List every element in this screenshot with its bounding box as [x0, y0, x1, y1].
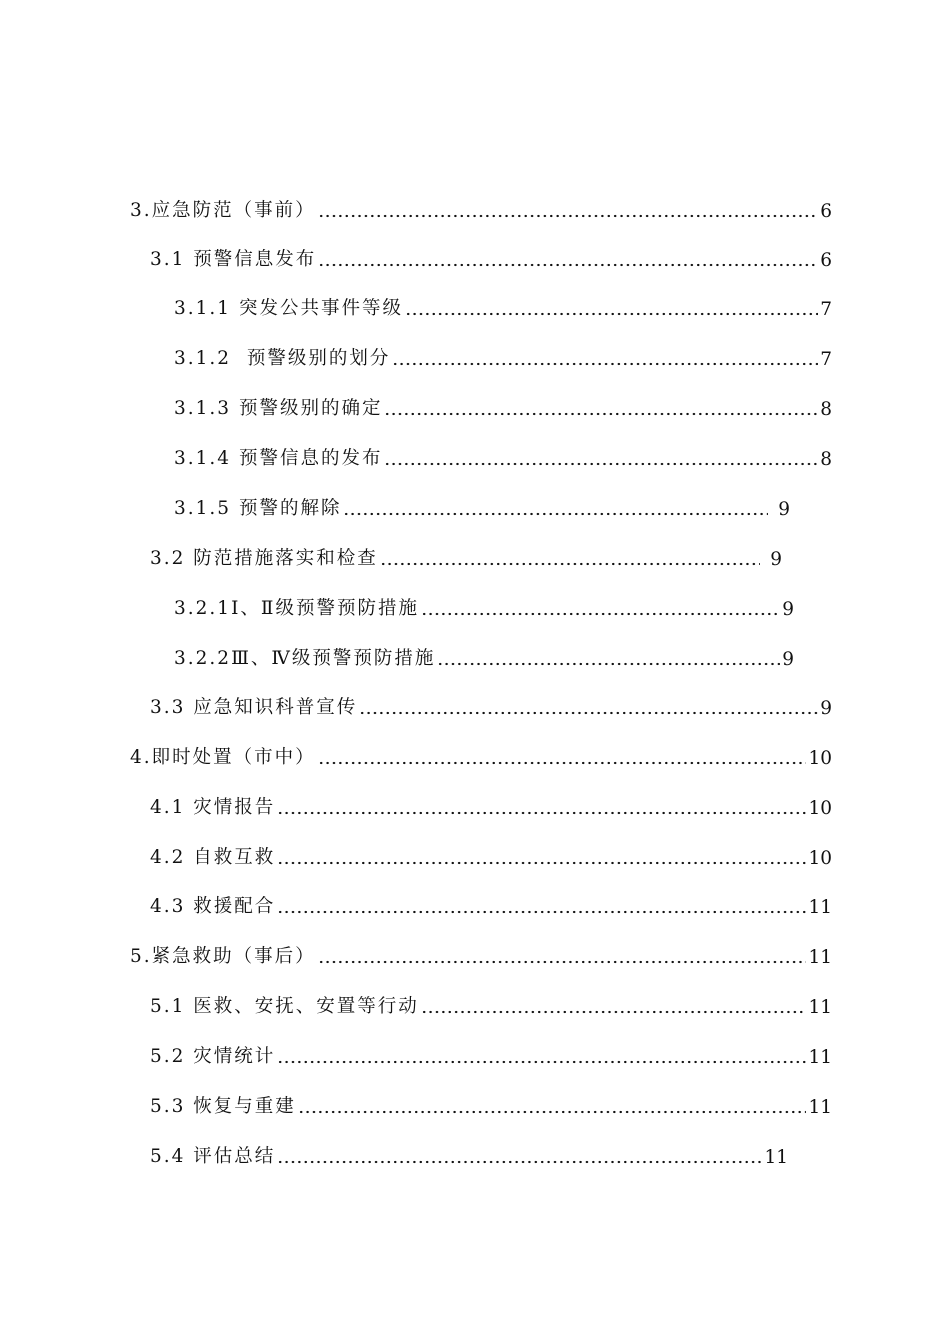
dot-leader: [318, 214, 819, 218]
toc-entry-label: 5.4 评估总结: [150, 1146, 276, 1167]
toc-entry-page: 11: [808, 997, 832, 1018]
toc-entry-label: 3.1.1 突发公共事件等级: [174, 298, 403, 319]
toc-entry[interactable]: [130, 936, 832, 968]
toc-entry-page: 10: [808, 798, 832, 819]
toc-entry-page: 7: [820, 299, 832, 320]
toc-entry[interactable]: [174, 488, 790, 520]
toc-entry-label: 5.紧急救助（事后）: [130, 946, 316, 967]
toc-entry-label: 3.1.4 预警信息的发布: [174, 448, 383, 469]
toc-entry-page: 9: [770, 549, 782, 570]
toc-entry[interactable]: [150, 886, 832, 918]
toc-entry[interactable]: [174, 288, 832, 320]
toc-entry[interactable]: [150, 239, 832, 271]
dot-leader: [343, 512, 768, 516]
dot-leader: [437, 662, 780, 666]
toc-entry[interactable]: [150, 837, 832, 869]
toc-entry-page: 6: [820, 201, 832, 222]
dot-leader: [318, 960, 807, 964]
toc-entry-page: 10: [808, 748, 832, 769]
toc-entry-label: 5.2 灾情统计: [150, 1046, 276, 1067]
toc-entry-label: 5.1 医救、安抚、安置等行动: [150, 996, 419, 1017]
dot-leader: [318, 263, 818, 267]
dot-leader: [277, 1160, 762, 1164]
toc-entry-page: 9: [778, 499, 790, 520]
toc-entry[interactable]: [150, 1136, 788, 1168]
dot-leader: [384, 412, 818, 416]
toc-entry-page: 11: [808, 947, 832, 968]
toc-entry-page: 7: [820, 349, 832, 370]
toc-entry-label: 4.3 救援配合: [150, 896, 276, 917]
toc-entry[interactable]: [130, 737, 832, 769]
dot-leader: [318, 761, 807, 765]
toc-entry-page: 11: [808, 897, 832, 918]
toc-entry[interactable]: [150, 787, 832, 819]
dot-leader: [421, 612, 780, 616]
toc-entry-page: 11: [764, 1147, 788, 1168]
toc-entry[interactable]: [174, 388, 832, 420]
toc-entry[interactable]: [150, 1086, 832, 1118]
dot-leader: [384, 462, 818, 466]
toc-entry-label: 4.1 灾情报告: [150, 797, 276, 818]
toc-entry[interactable]: [150, 687, 832, 719]
toc-entry-page: 6: [820, 250, 832, 271]
toc-entry[interactable]: [150, 538, 782, 570]
toc-entry-page: 8: [820, 449, 832, 470]
toc-entry-label: 3.2.2Ⅲ、Ⅳ级预警预防措施: [174, 648, 436, 669]
toc-entry[interactable]: [174, 638, 794, 670]
dot-leader: [277, 861, 806, 865]
toc-entry-page: 11: [808, 1097, 832, 1118]
dot-leader: [380, 562, 760, 566]
toc-entry-label: 4.即时处置（市中）: [130, 747, 316, 768]
toc-entry-label: 3.1.5 预警的解除: [174, 498, 342, 519]
toc-entry-label: 5.3 恢复与重建: [150, 1096, 296, 1117]
dot-leader: [421, 1010, 807, 1014]
dot-leader: [405, 312, 818, 316]
dot-leader: [298, 1110, 807, 1114]
toc-entry-page: 11: [808, 1047, 832, 1068]
toc-entry-page: 10: [808, 848, 832, 869]
dot-leader: [277, 910, 806, 914]
toc-entry[interactable]: [150, 1036, 832, 1068]
toc-entry-page: 8: [820, 399, 832, 420]
toc-entry[interactable]: [150, 986, 832, 1018]
toc-entry-page: 9: [782, 649, 794, 670]
toc-entry[interactable]: [174, 588, 794, 620]
toc-entry[interactable]: [130, 190, 832, 222]
toc-entry-label: 3.2 防范措施落实和检查: [150, 548, 378, 569]
toc-entry[interactable]: [174, 438, 832, 470]
dot-leader: [359, 711, 818, 715]
dot-leader: [392, 362, 818, 366]
toc-entry-page: 9: [820, 698, 832, 719]
toc-entry-label: 3.2.1Ⅰ、Ⅱ级预警预防措施: [174, 598, 419, 619]
toc-entry-page: 9: [782, 599, 794, 620]
toc-entry-label: 4.2 自救互救: [150, 847, 276, 868]
toc-entry-label: 3.应急防范（事前）: [130, 200, 316, 221]
toc-entry[interactable]: [174, 338, 832, 370]
dot-leader: [277, 811, 806, 815]
dot-leader: [277, 1060, 806, 1064]
toc-entry-label: 3.1 预警信息发布: [150, 249, 317, 270]
toc-entry-label: 3.3 应急知识科普宣传: [150, 697, 358, 718]
toc-entry-label: 3.1.2 预警级别的划分: [174, 348, 391, 369]
toc-entry-label: 3.1.3 预警级别的确定: [174, 398, 383, 419]
